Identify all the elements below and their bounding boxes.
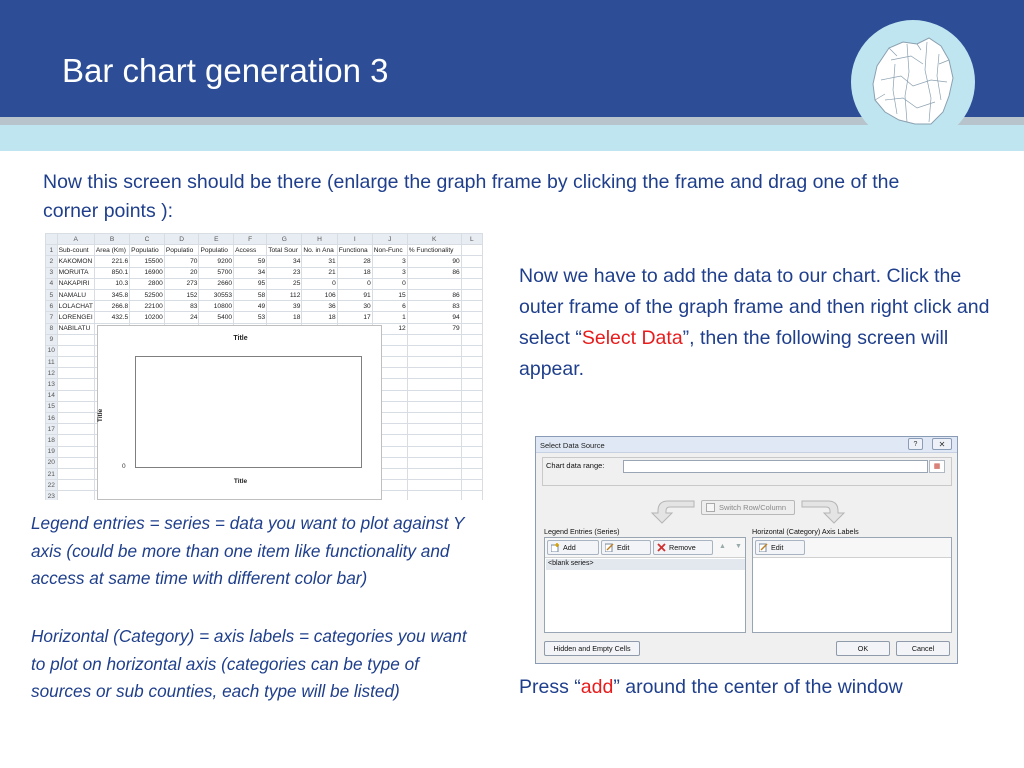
sheet-cell[interactable] [407,480,461,491]
row-number: 4 [46,278,58,289]
sheet-row [46,289,483,300]
sheet-cell[interactable]: LORENGEI [57,312,94,323]
chart-plot-area[interactable] [135,356,362,468]
row-number: 16 [46,413,58,424]
sheet-cell[interactable]: 106 [302,289,337,300]
sheet-cell[interactable]: 432.5 [94,312,129,323]
sheet-cell[interactable] [57,446,94,457]
sheet-cell[interactable] [407,345,461,356]
sheet-cell[interactable]: NAKAPIRI [57,278,94,289]
sheet-cell[interactable]: 273 [164,278,199,289]
axis-toolbar [753,538,951,558]
sheet-cell[interactable] [461,413,482,424]
sheet-cell[interactable]: 58 [234,289,267,300]
sheet-row [46,301,483,312]
sheet-cell[interactable] [407,457,461,468]
sheet-cell[interactable]: 17 [337,312,372,323]
ok-button[interactable]: OK [836,641,890,656]
sheet-cell[interactable]: Functiona [337,245,372,256]
sheet-cell[interactable]: 18 [337,267,372,278]
sheet-cell[interactable]: KAKOMON [57,256,94,267]
axis-labels-list[interactable] [752,537,952,633]
sheet-cell[interactable]: 31 [302,256,337,267]
chart-x-title: Title [233,478,248,485]
sheet-cell[interactable] [407,379,461,390]
close-icon[interactable]: ✕ [932,438,952,450]
sheet-cell[interactable] [57,357,94,368]
sheet-cell[interactable] [461,435,482,446]
instruction-text-end: ”, then the following screen will appear. [519,327,949,380]
sheet-cell[interactable] [461,312,482,323]
sheet-row [46,312,483,323]
row-number: 9 [46,334,58,345]
cancel-button[interactable]: Cancel [896,641,950,656]
sheet-cell[interactable]: 94 [407,312,461,323]
column-letter: D [164,234,199,245]
legend-entries-note: Legend entries = series = data you want to plot against Y axis (could be more than one item like functionality and access at same time with different color bar) [31,513,465,588]
sheet-cell[interactable]: 79 [407,323,461,334]
dialog-title: Select Data Source [540,441,605,450]
sheet-cell[interactable] [57,491,94,500]
sheet-cell[interactable]: 24 [164,312,199,323]
row-number: 1 [46,245,58,256]
sheet-cell[interactable]: 86 [407,289,461,300]
row-number: 12 [46,368,58,379]
sheet-cell[interactable]: 112 [267,289,302,300]
sheet-cell[interactable]: 39 [267,301,302,312]
horizontal-category-note: Horizontal (Category) = axis labels = categories you want to plot on horizontal axis (categories can be type of sources or sub counties, each type will be listed) [31,626,467,701]
sheet-cell[interactable] [461,345,482,356]
sheet-cell[interactable]: % Functionality [407,245,461,256]
switch-icon [706,503,715,512]
instruction-text: Now we have to add the data to our chart. Click the outer frame of the graph frame and then right click and select “ [519,265,990,349]
row-number: 14 [46,390,58,401]
sheet-cell[interactable] [407,357,461,368]
sheet-cell[interactable] [461,457,482,468]
row-number: 18 [46,435,58,446]
axis-edit-label: Edit [771,543,784,552]
row-number: 21 [46,468,58,479]
sheet-cell[interactable]: 59 [234,256,267,267]
sheet-cell[interactable]: Populatio [164,245,199,256]
range-select-icon[interactable]: ▦ [929,460,945,473]
sheet-cell[interactable]: 3 [372,256,407,267]
sheet-cell[interactable] [57,435,94,446]
axis-labels-label: Horizontal (Category) Axis Labels [752,527,859,536]
sheet-cell[interactable]: Populatio [130,245,165,256]
sheet-cell[interactable]: 266.8 [94,301,129,312]
sheet-cell[interactable] [407,468,461,479]
sheet-cell[interactable] [461,245,482,256]
press-text-end: ” around the center of the window [613,676,903,698]
column-letter: J [372,234,407,245]
sheet-cell[interactable] [461,267,482,278]
column-letter: A [57,234,94,245]
column-header-row [46,234,483,245]
move-up-icon[interactable]: ▲ [719,543,726,550]
sheet-cell[interactable] [461,379,482,390]
sheet-cell[interactable]: Access [234,245,267,256]
sheet-cell[interactable]: 52500 [130,289,165,300]
row-number: 3 [46,267,58,278]
sheet-cell[interactable] [57,334,94,345]
embedded-chart[interactable] [97,325,382,500]
sheet-cell[interactable]: 20 [164,267,199,278]
sheet-cell[interactable] [461,289,482,300]
move-down-icon[interactable]: ▼ [735,543,742,550]
sheet-row [46,278,483,289]
sheet-cell[interactable]: 16900 [130,267,165,278]
sheet-cell[interactable]: 30 [337,301,372,312]
sheet-cell[interactable]: Sub-count [57,245,94,256]
row-number: 8 [46,323,58,334]
sheet-cell[interactable] [407,424,461,435]
sheet-cell[interactable]: 83 [164,301,199,312]
sheet-cell[interactable]: 10200 [130,312,165,323]
sheet-cell[interactable] [57,413,94,424]
chart-y-title: Title [97,408,105,423]
row-number: 23 [46,491,58,500]
remove-icon [657,543,666,552]
sheet-cell[interactable]: 83 [407,301,461,312]
sheet-cell[interactable]: 23 [267,267,302,278]
sheet-cell[interactable]: 9200 [199,256,234,267]
row-number: 13 [46,379,58,390]
column-letter: I [337,234,372,245]
sheet-cell[interactable]: 5400 [199,312,234,323]
sheet-row [46,256,483,267]
edit-label: Edit [617,543,630,552]
intro-text: Now this screen should be there (enlarge the graph frame by clicking the frame and drag one of the corner points ): [43,171,900,222]
add-series-button[interactable] [547,540,599,555]
sheet-cell[interactable]: 0 [372,278,407,289]
sheet-cell[interactable] [461,323,482,334]
row-number: 20 [46,457,58,468]
sheet-cell[interactable] [461,256,482,267]
sheet-cell[interactable] [461,424,482,435]
column-letter: F [234,234,267,245]
spreadsheet-screenshot [45,233,483,500]
sheet-cell[interactable]: 6 [372,301,407,312]
sheet-cell[interactable]: 5700 [199,267,234,278]
sheet-cell[interactable]: NABILATU [57,323,94,334]
edit-axis-labels-button[interactable] [755,540,805,555]
dialog-titlebar [536,437,957,453]
sheet-cell[interactable] [57,390,94,401]
slide-title: Bar chart generation 3 [62,52,389,89]
sheet-cell[interactable] [57,424,94,435]
sheet-cell[interactable] [461,368,482,379]
column-letter: G [267,234,302,245]
row-number: 11 [46,357,58,368]
arrow-left-icon [648,495,696,525]
row-number: 10 [46,345,58,356]
sheet-cell[interactable] [57,480,94,491]
sheet-cell[interactable]: 0 [302,278,337,289]
row-number: 22 [46,480,58,491]
sheet-cell[interactable]: Non-Func [372,245,407,256]
select-data-source-dialog [535,436,958,664]
sheet-cell[interactable] [407,413,461,424]
add-highlight: add [580,676,614,698]
sheet-cell[interactable] [407,491,461,500]
sheet-cell[interactable] [461,357,482,368]
select-data-highlight: Select Data [581,327,683,349]
add-icon [551,543,560,552]
remove-label: Remove [669,543,696,552]
sheet-cell[interactable]: 12 [372,323,407,334]
sheet-cell[interactable] [461,278,482,289]
sheet-row [46,245,483,256]
sheet-cell[interactable]: 86 [407,267,461,278]
sheet-cell[interactable] [57,457,94,468]
sheet-cell[interactable] [57,401,94,412]
sheet-cell[interactable]: 10.3 [94,278,129,289]
sheet-cell[interactable] [461,301,482,312]
sheet-cell[interactable] [461,468,482,479]
sheet-cell[interactable]: 850.1 [94,267,129,278]
sheet-cell[interactable]: 28 [337,256,372,267]
sheet-cell[interactable]: 0 [337,278,372,289]
sheet-cell[interactable]: 25 [267,278,302,289]
column-letter [46,234,58,245]
hidden-empty-cells-button[interactable]: Hidden and Empty Cells [544,641,640,656]
sheet-cell[interactable]: 90 [407,256,461,267]
sheet-cell[interactable] [461,446,482,457]
sheet-cell[interactable] [407,368,461,379]
sheet-cell[interactable]: 221.6 [94,256,129,267]
chart-y-tick: 0 [122,463,126,470]
sheet-cell[interactable] [57,368,94,379]
sheet-cell[interactable]: 34 [267,256,302,267]
row-number: 5 [46,289,58,300]
sheet-cell[interactable]: 18 [302,312,337,323]
legend-toolbar [545,538,745,558]
chart-title: Title [233,335,248,342]
edit-series-button[interactable] [601,540,651,555]
column-letter: E [199,234,234,245]
sheet-cell[interactable]: 36 [302,301,337,312]
legend-entries-list[interactable] [544,537,746,633]
uganda-map-icon [851,20,975,144]
sheet-cell[interactable]: 3 [372,267,407,278]
row-number: 17 [46,424,58,435]
sheet-cell[interactable] [461,334,482,345]
press-text: Press “ [519,676,581,698]
sheet-row [46,267,483,278]
sheet-cell[interactable] [461,390,482,401]
chart-data-range-input[interactable] [623,460,928,473]
sheet-cell[interactable]: 15500 [130,256,165,267]
column-letter: K [407,234,461,245]
row-number: 6 [46,301,58,312]
sheet-cell[interactable]: 2660 [199,278,234,289]
column-letter: L [461,234,482,245]
row-number: 19 [46,446,58,457]
sheet-cell[interactable] [57,345,94,356]
sheet-cell[interactable] [407,435,461,446]
sheet-cell[interactable] [57,379,94,390]
sheet-cell[interactable] [461,491,482,500]
add-label: Add [563,543,576,552]
sheet-cell[interactable] [407,390,461,401]
legend-entries-label: Legend Entries (Series) [544,527,620,536]
sheet-cell[interactable]: 345.8 [94,289,129,300]
sheet-cell[interactable]: 95 [234,278,267,289]
sheet-cell[interactable]: 18 [267,312,302,323]
sheet-cell[interactable]: 2800 [130,278,165,289]
column-letter: C [130,234,165,245]
select-data-instruction [519,261,994,385]
sheet-cell[interactable]: NAMALU [57,289,94,300]
sheet-cell[interactable]: Area (Km) [94,245,129,256]
sheet-cell[interactable] [461,401,482,412]
switch-label: Switch Row/Column [719,503,787,512]
sheet-cell[interactable]: LOLACHAT [57,301,94,312]
row-number: 15 [46,401,58,412]
switch-row-column-button[interactable] [701,500,795,515]
chart-data-range-label: Chart data range: [546,461,605,470]
sheet-cell[interactable]: MORUITA [57,267,94,278]
sheet-cell[interactable] [407,334,461,345]
sheet-cell[interactable]: 34 [234,267,267,278]
column-letter: H [302,234,337,245]
sheet-cell[interactable]: 49 [234,301,267,312]
sheet-cell[interactable]: 91 [337,289,372,300]
sheet-cell[interactable]: 1 [372,312,407,323]
sheet-cell[interactable]: 15 [372,289,407,300]
edit-icon [759,543,768,552]
sheet-cell[interactable]: 152 [164,289,199,300]
help-icon[interactable]: ? [908,438,923,450]
sheet-cell[interactable] [461,480,482,491]
sheet-cell[interactable]: Populatio [199,245,234,256]
row-number: 7 [46,312,58,323]
sheet-cell[interactable]: 22100 [130,301,165,312]
press-add-instruction [519,672,939,702]
sheet-cell[interactable]: Total Sour [267,245,302,256]
remove-series-button[interactable] [653,540,713,555]
sheet-cell[interactable]: 10800 [199,301,234,312]
column-letter: B [94,234,129,245]
row-number: 2 [46,256,58,267]
sheet-cell[interactable] [407,278,461,289]
arrow-right-icon [800,495,848,525]
blank-series-item[interactable]: <blank series> [546,559,745,570]
edit-icon [605,543,614,552]
sheet-cell[interactable]: 30553 [199,289,234,300]
sheet-cell[interactable]: 70 [164,256,199,267]
sheet-cell[interactable] [407,401,461,412]
sheet-cell[interactable] [57,468,94,479]
sheet-cell[interactable] [407,446,461,457]
sheet-cell[interactable]: 53 [234,312,267,323]
sheet-cell[interactable]: 21 [302,267,337,278]
sheet-cell[interactable]: No. in Ana [302,245,337,256]
